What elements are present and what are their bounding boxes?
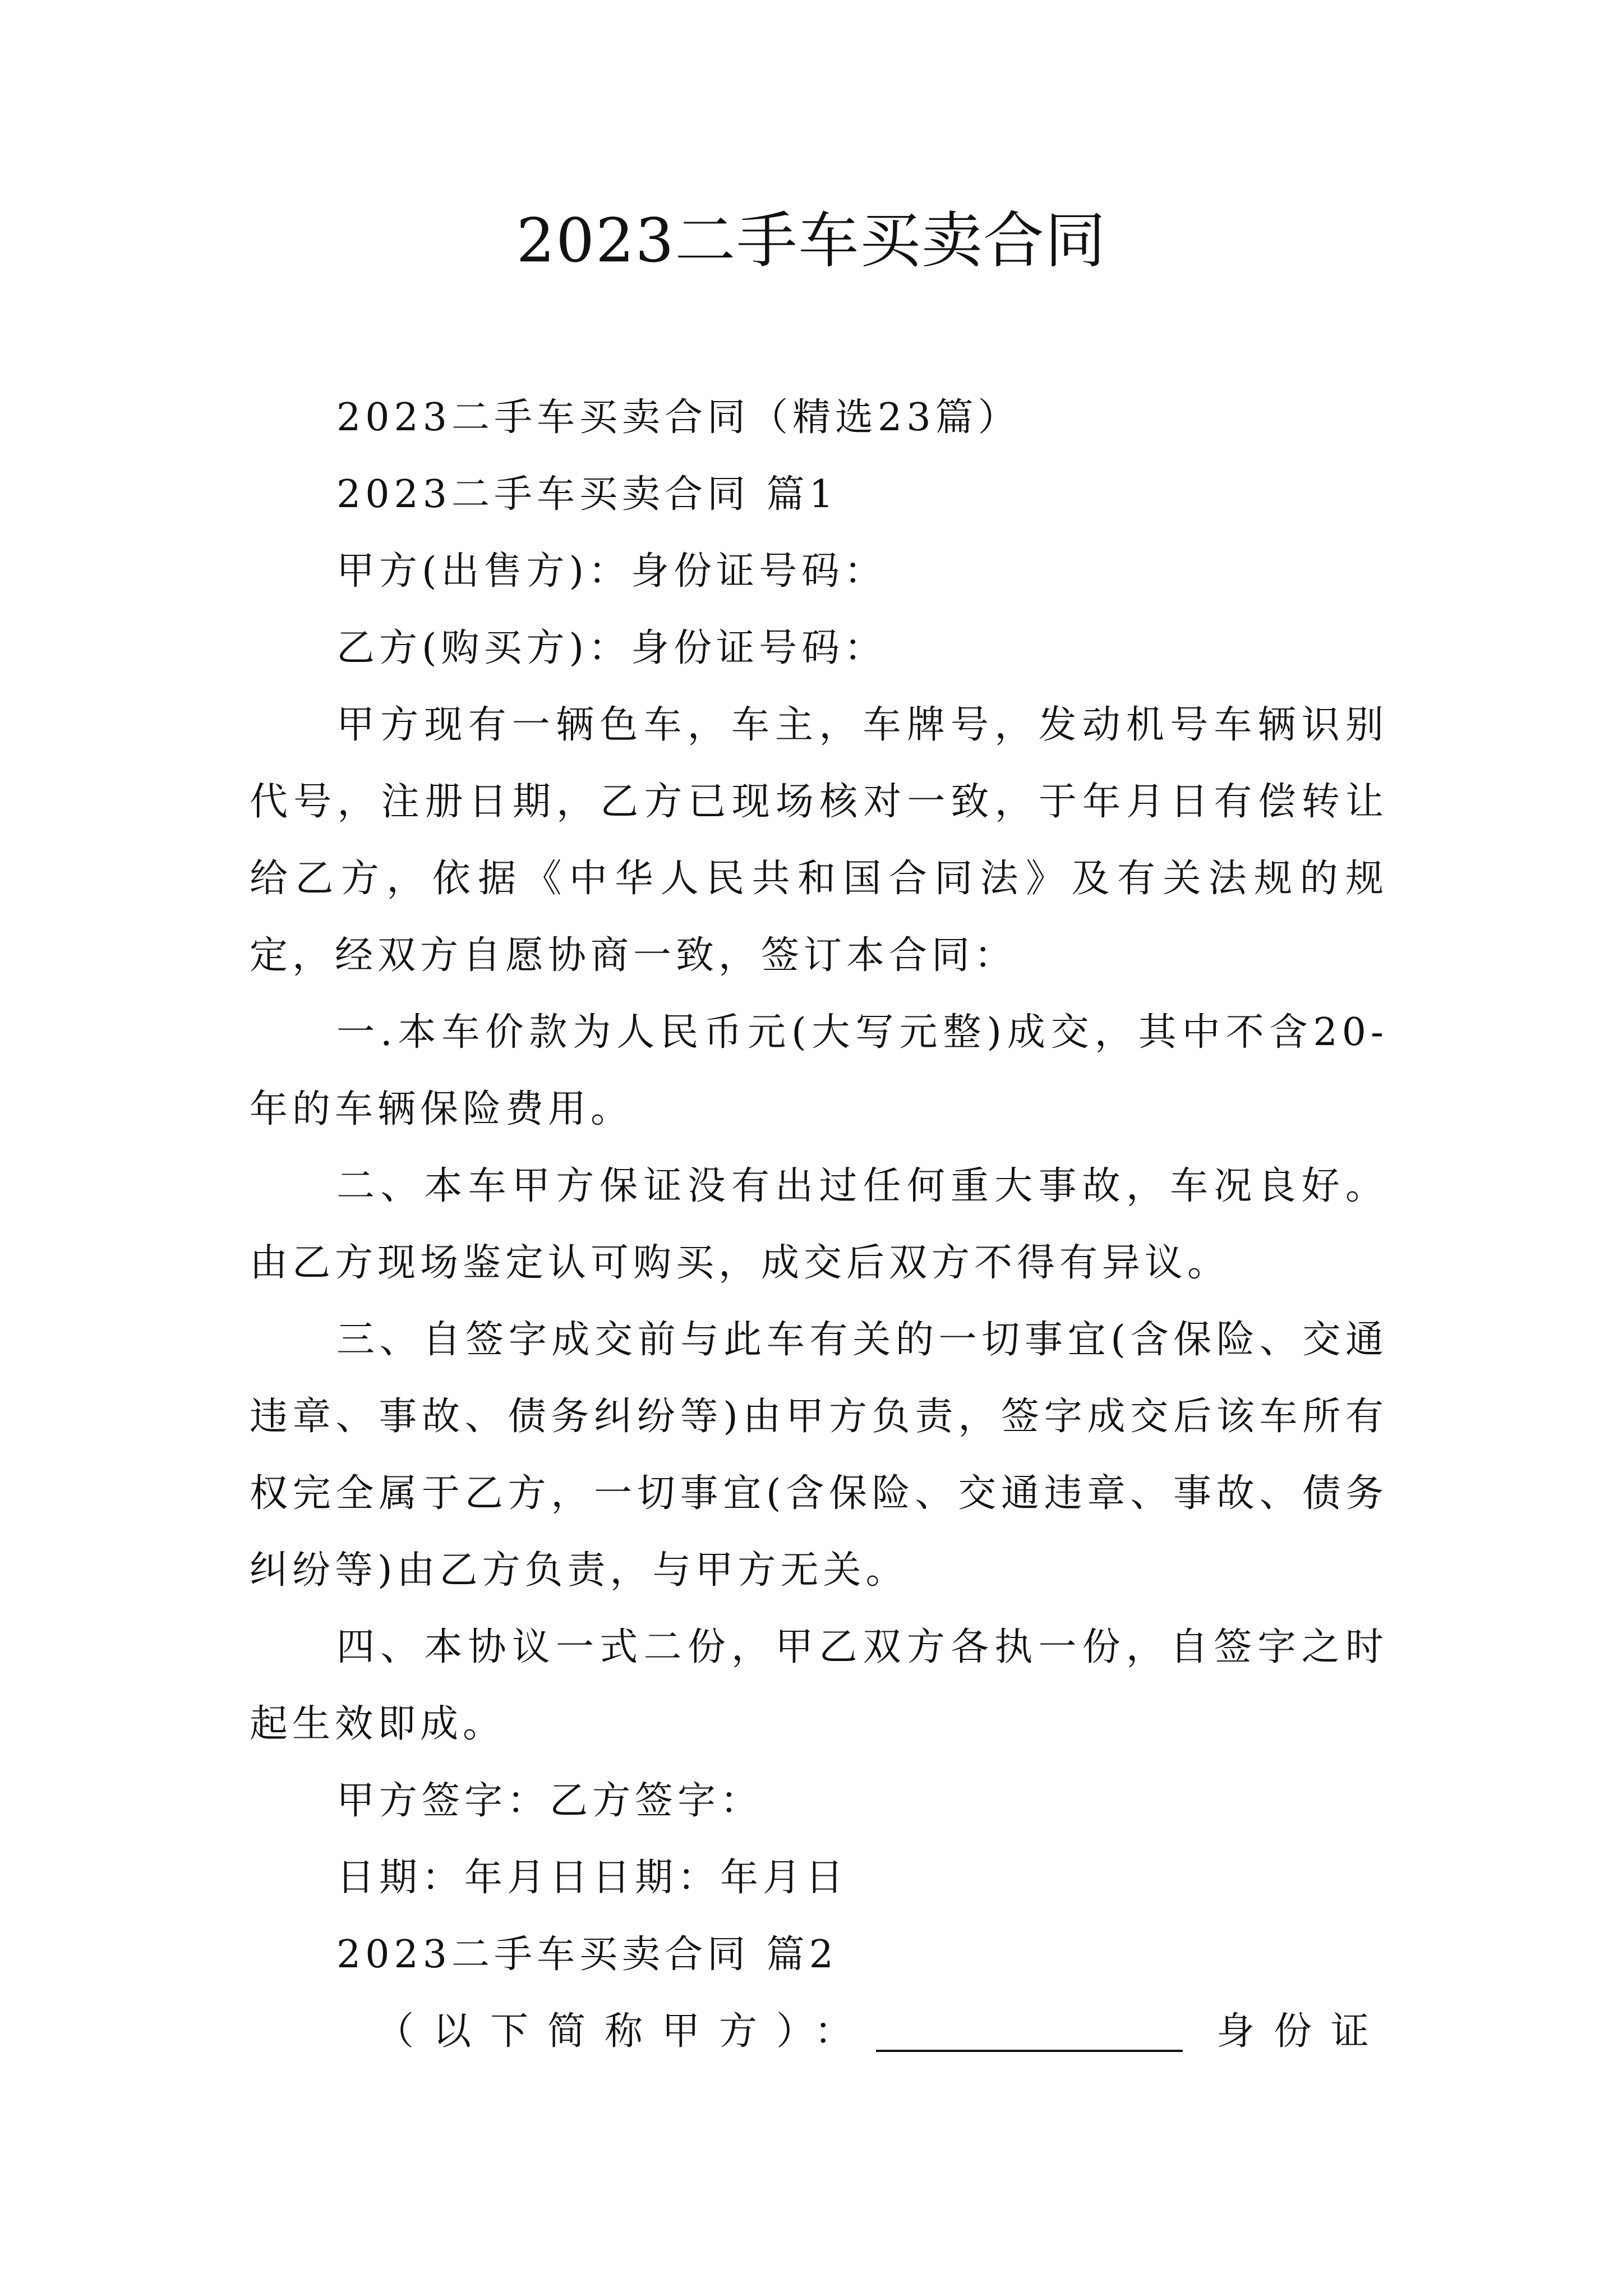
document-body (250, 379, 1388, 2070)
party-b-line: 乙方(购买方)：身份证号码： (336, 626, 887, 670)
party-a-blank-line (250, 1993, 1388, 2070)
blank-line-suffix: 身份证 (1216, 2009, 1388, 2054)
fill-in-blank (876, 2050, 1183, 2052)
clause-4: 四、本协议一式二份，甲乙双方各执一份，自签字之时起生效即成。 (250, 1625, 1388, 1746)
clause-2: 二、本车甲方保证没有出过任何重大事故，车况良好。由乙方现场鉴定认可购买，成交后双方不得有异议。 (250, 1164, 1388, 1285)
vehicle-description-paragraph: 甲方现有一辆色车，车主，车牌号，发动机号车辆识别代号，注册日期，乙方已现场核对一致，于年月日有偿转让给乙方，依据《中华人民共和国合同法》及有关法规的规定，经双方自愿协商一致，签订本合同： (250, 703, 1388, 978)
clause-1: 一.本车价款为人民币元(大写元整)成交，其中不含20-年的车辆保险费用。 (250, 1010, 1388, 1131)
section-heading-2: 2023二手车买卖合同 篇2 (336, 1932, 838, 1977)
section-heading-1: 2023二手车买卖合同 篇1 (336, 472, 838, 517)
signature-line: 甲方签字：乙方签字： (336, 1779, 763, 1823)
party-a-line: 甲方(出售方)：身份证号码： (336, 549, 887, 593)
blank-line-prefix: （以下简称甲方）： (376, 2009, 872, 2054)
date-line: 日期：年月日日期：年月日 (336, 1856, 849, 1900)
document-title: 2023二手车买卖合同 (516, 206, 1107, 276)
contract-subtitle: 2023二手车买卖合同（精选23篇） (336, 395, 1021, 440)
clause-3: 三、自签字成交前与此车有关的一切事宜(含保险、交通违章、事故、债务纠纷等)由甲方负责，签字成交后该车所有权完全属于乙方，一切事宜(含保险、交通违章、事故、债务纠纷等)由乙方负责，与甲方无关。 (250, 1318, 1388, 1593)
